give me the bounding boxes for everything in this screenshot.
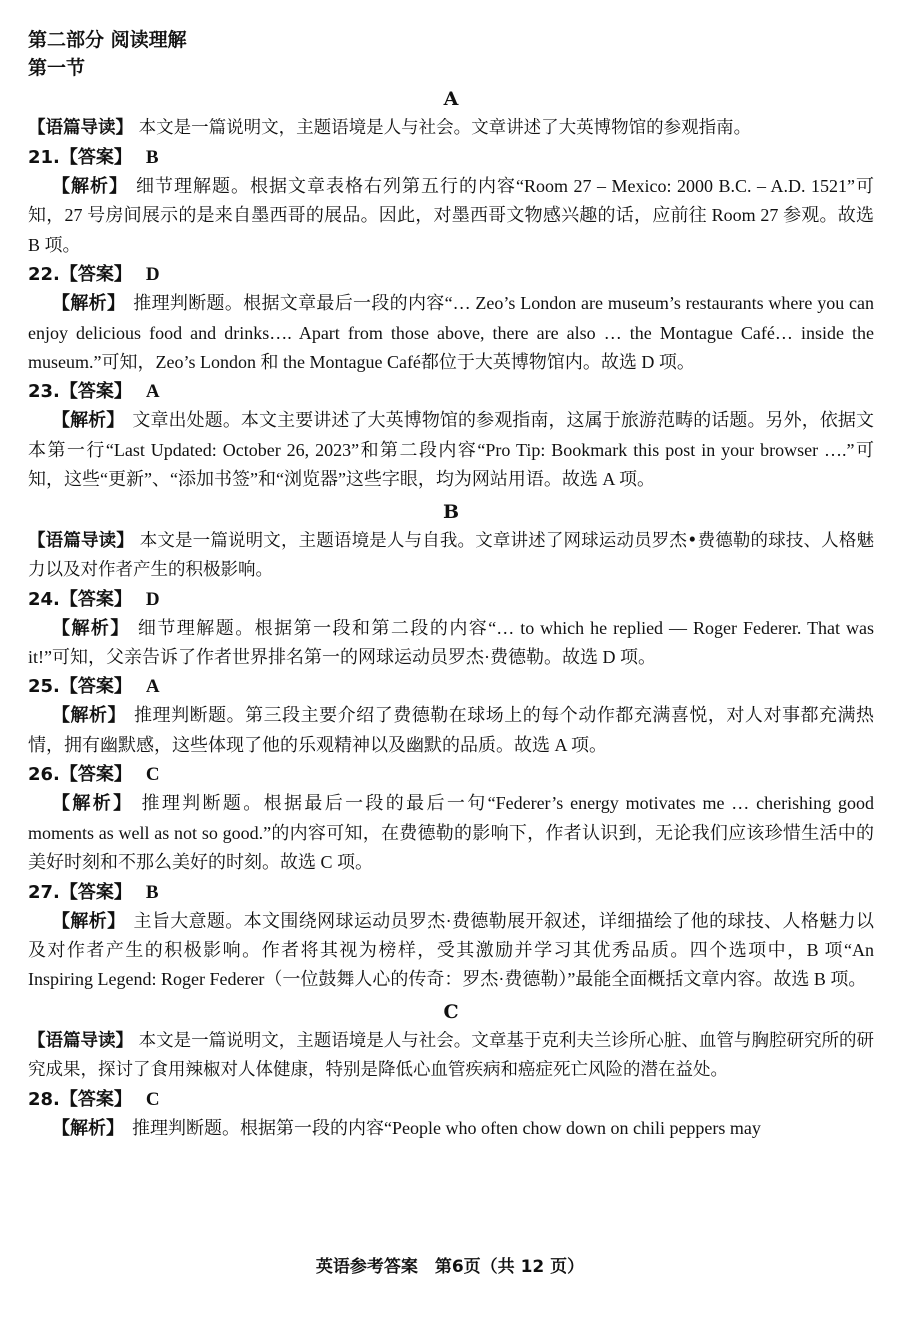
question-item — [28, 585, 874, 673]
answer-label: 【答案】 — [59, 764, 132, 786]
analysis-text: 主旨大意题。本文围绕网球运动员罗杰·费德勒展开叙述，详细描绘了他的球技、人格魅力以及对作者产生的积极影响。作者将其视为榜样，受其激励并学习其优秀品质。四个选项中，B 项“An Inspiring Legend: Roger Federer（一位鼓舞人心的传奇：罗杰·费德勒）”最能全面概括文章内容。故选 B 项。 — [28, 910, 875, 990]
passage-letter: A — [443, 88, 459, 110]
guide-label: 【语篇导读】 — [28, 530, 134, 551]
answer-label: 【答案】 — [59, 381, 132, 403]
analysis-text: 细节理解题。根据文章表格右列第五行的内容“Room 27 – Mexico: 2000 B.C. – A.D. 1521”可知，27 号房间展示的是来自墨西哥的展品。因此，对墨西哥文物感兴趣的话，应前往 Room 27 参观。故选 B 项。 — [28, 176, 874, 255]
answer-label: 【答案】 — [59, 1088, 132, 1110]
answer-letter: D — [145, 264, 160, 286]
answer-letter: C — [145, 1088, 160, 1110]
answer-label: 【答案】 — [59, 881, 132, 903]
analysis-label: 【解析】 — [52, 910, 126, 932]
passage-guide — [28, 1027, 874, 1085]
answer-letter: A — [145, 381, 160, 403]
analysis-paragraph — [28, 1114, 874, 1143]
question-number: 23. — [28, 381, 60, 403]
passage-guide — [28, 527, 874, 585]
answer-letter: A — [145, 676, 160, 698]
answer-line — [28, 143, 874, 172]
question-item — [28, 377, 874, 494]
analysis-paragraph — [28, 172, 874, 260]
answer-letter: C — [145, 764, 160, 786]
analysis-paragraph — [28, 789, 874, 877]
passage-b — [28, 497, 874, 995]
analysis-text: 推理判断题。根据最后一段的最后一句“Federer’s energy motivates me … cherishing good moments as well as not so good.”的内容可知，在费德勒的影响下，作者认识到，无论我们应该珍惜生活中的美好时刻和不那么美好的时刻。故选 C 项。 — [28, 793, 875, 873]
analysis-label: 【解析】 — [52, 293, 126, 315]
question-item — [28, 878, 874, 995]
answer-label: 【答案】 — [59, 676, 132, 698]
answer-line — [28, 878, 874, 907]
answer-letter: B — [145, 147, 159, 168]
analysis-paragraph — [28, 289, 874, 377]
question-number: 25. — [28, 676, 60, 698]
passage-letter: C — [443, 1000, 459, 1023]
passage-letter: B — [442, 500, 460, 523]
analysis-label: 【解析】 — [52, 410, 125, 432]
page-footer: 英语参考答案 第6页（共 12 页） — [315, 1257, 585, 1277]
analysis-text: 推理判断题。第三段主要介绍了费德勒在球场上的每个动作都充满喜悦，对人对事都充满热情，拥有幽默感，这些体现了他的乐观精神以及幽默的品质。故选 A 项。 — [28, 705, 874, 755]
answer-line — [28, 672, 874, 701]
question-number: 26. — [28, 764, 60, 786]
analysis-label: 【解析】 — [52, 617, 130, 639]
passage-a — [28, 84, 874, 495]
answer-label: 【答案】 — [59, 588, 132, 610]
answer-line — [28, 260, 874, 289]
answer-line — [28, 585, 874, 614]
passage-guide — [28, 114, 874, 143]
analysis-label: 【解析】 — [52, 176, 128, 197]
question-number: 27. — [28, 881, 60, 903]
answer-page — [28, 26, 874, 1143]
part-title: 第二部分 阅读理解 — [28, 29, 187, 51]
analysis-paragraph — [28, 406, 874, 494]
guide-label: 【语篇导读】 — [28, 118, 133, 138]
answer-line — [28, 377, 874, 406]
question-item — [28, 143, 874, 260]
answer-letter: D — [145, 588, 160, 610]
guide-text: 本文是一篇说明文，主题语境是人与社会。文章基于克利夫兰诊所心脏、血管与胸腔研究所的研究成果，探讨了食用辣椒对人体健康，特别是降低心血管疾病和癌症死亡风险的潜在益处。 — [28, 1030, 874, 1080]
analysis-text: 推理判断题。根据第一段的内容“People who often chow down on chili peppers may — [132, 1117, 761, 1138]
guide-label: 【语篇导读】 — [28, 1030, 134, 1051]
answer-letter: B — [145, 881, 159, 903]
guide-text: 本文是一篇说明文，主题语境是人与社会。文章讲述了大英博物馆的参观指南。 — [138, 118, 752, 138]
analysis-paragraph — [28, 614, 874, 673]
analysis-label: 【解析】 — [52, 793, 134, 815]
question-item — [28, 1085, 874, 1143]
passage-c — [28, 997, 874, 1143]
analysis-text: 推理判断题。根据文章最后一段的内容“… Zeo’s London are museum’s restaurants where you can enjoy delicious food and drinks…. Apart from those above, there are also … the Montague Café… inside the museum.”可知，Zeo’s London 和 the Montague Café都位于大英博物馆内。故选 D 项。 — [28, 293, 874, 373]
answer-line — [28, 1085, 874, 1114]
guide-text: 本文是一篇说明文，主题语境是人与自我。文章讲述了网球运动员罗杰•费德勒的球技、人格魅力以及对作者产生的积极影响。 — [28, 530, 874, 580]
question-number: 21. — [28, 147, 60, 168]
analysis-text: 文章出处题。本文主要讲述了大英博物馆的参观指南，这属于旅游范畴的话题。另外，依据文本第一行“Last Updated: October 26, 2023”和第二段内容“Pro Tip: Bookmark this post in your browser ….”可知，这些“更新”、“添加书签”和“浏览器”这些字眼，均为网站用语。故选 A 项。 — [28, 410, 875, 490]
analysis-paragraph — [28, 907, 874, 995]
answer-line — [28, 760, 874, 789]
analysis-text: 细节理解题。根据第一段和第二段的内容“… to which he replied — Roger Federer. That was it!”可知，父亲告诉了作者世界排名第一的网球运动员罗杰·费德勒。故选 D 项。 — [28, 617, 875, 668]
question-item — [28, 260, 874, 377]
analysis-label: 【解析】 — [52, 1117, 124, 1139]
answer-label: 【答案】 — [59, 147, 132, 168]
section-title: 第一节 — [28, 57, 86, 79]
answer-label: 【答案】 — [59, 264, 132, 286]
analysis-paragraph — [28, 701, 874, 760]
question-number: 22. — [28, 264, 60, 286]
analysis-label: 【解析】 — [52, 705, 127, 727]
question-number: 28. — [28, 1088, 60, 1110]
question-item — [28, 760, 874, 877]
question-item — [28, 672, 874, 760]
question-number: 24. — [28, 588, 60, 610]
